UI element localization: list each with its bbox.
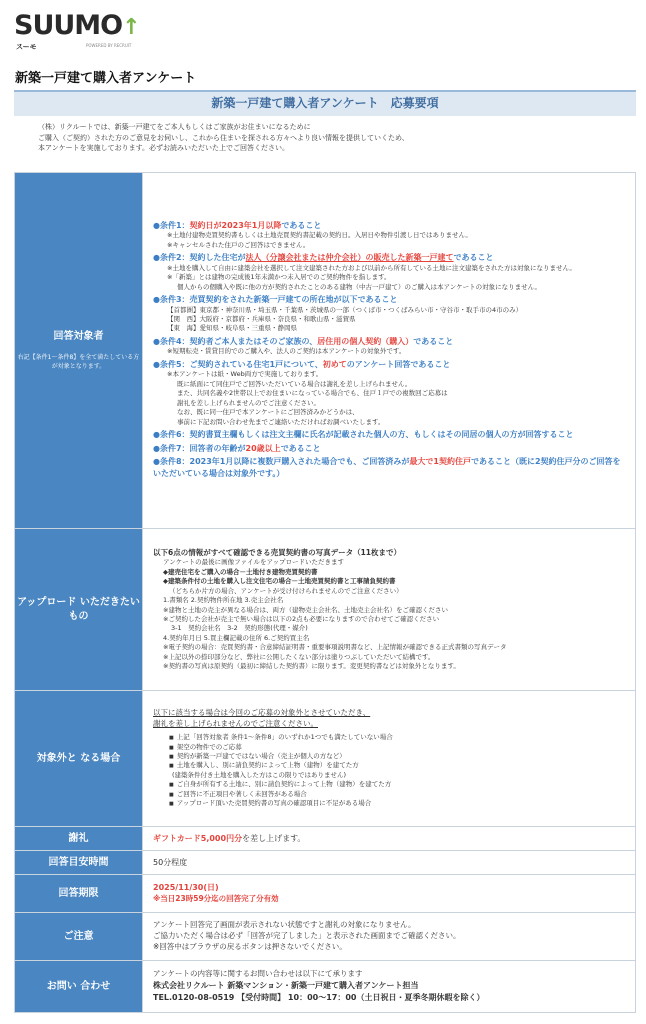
- cond-head: ●条件2：契約した住宅が: [153, 253, 246, 263]
- deadline-content: [143, 875, 636, 913]
- contact-content: [143, 961, 636, 1013]
- cond-tail: であること（既に2契約住戸分のご回答をいただいている場合は対象外です。）: [153, 457, 621, 478]
- logo-katakana: スーモ: [16, 43, 37, 51]
- upload-line: ※ご契約した会社が売主で無い場合は以下の2点も必要になりますので合わせてご確認ください: [163, 614, 440, 623]
- upload-head: 以下6点の情報がすべて確認できる売買契約書の写真データ（11枚まで）: [153, 547, 402, 557]
- area-line: 【関 西】大阪府・京都府・兵庫県・奈良県・和歌山県・滋賀県: [167, 314, 356, 323]
- cond-head: ●条件4：契約者ご本人またはそのご家族の、: [153, 336, 318, 346]
- caution-line: ご協力いただく場合は必ず「回答が完了しました」と表示された画面までご確認ください。: [153, 931, 461, 941]
- intro-text: [14, 116, 636, 172]
- condition-5: [153, 359, 627, 427]
- cond-head: ●条件7：回答者の年齢が: [153, 443, 246, 453]
- cond-note: ※土地付建物売買契約書もしくは土地売買契約書記載の契約日。入居日や物件引渡し日ではありません。: [167, 231, 472, 240]
- upload-line: 4.契約年月日 5.買主欄記載の住所 6.ご契約買主名: [163, 633, 310, 642]
- cond-head: ●条件3：売買契約をされた新築一戸建ての所在地が以下であること: [153, 294, 398, 304]
- condition-3: [153, 294, 627, 334]
- cond-emph: 契約日が2023年1月以降: [189, 220, 282, 230]
- list-item: ■ 土地を購入し、別に請負契約によって上物（建物）を建てた方: [169, 761, 627, 770]
- cond-note: 既に紙面にて同住戸でご回答いただいている場合は謝礼を差し上げられません。: [177, 379, 412, 388]
- list-item: ■ アップロード頂いた売買契約書の写真の確認項目に不足がある場合: [169, 799, 627, 808]
- cond-note: ※キャンセルされた住戸のご回答はできません。: [167, 240, 310, 249]
- cond-head: ●条件8：2023年1月以降に複数戸購入された場合でも、ご回答済みが: [153, 457, 410, 467]
- label-reward: 謝礼: [15, 827, 143, 851]
- cond-tail: のアンケート回答であること: [346, 359, 451, 369]
- list-item: ■ ご回答に不正項目や著しく未回答がある場合: [169, 790, 627, 799]
- list-item: (建築条件付き土地を購入した方はこの限りではありません): [172, 770, 347, 779]
- row-reward: [15, 827, 636, 851]
- cond-tail: であること: [413, 336, 454, 346]
- row-upload: [15, 529, 636, 691]
- cond-note: なお、既に同一住戸で本アンケートにご回答済みかどうかは、: [177, 408, 359, 417]
- deadline-note: ※当日23時59分迄の回答完了分有効: [153, 893, 279, 903]
- cond-note: ※土地を購入して自由に建築会社を選択して注文建築された方および以前から所有している土地に注文建築をされた方は対象になりません。: [167, 263, 576, 272]
- reward-tail: を差し上げます。: [242, 833, 306, 843]
- upload-line: 3-1 契約会社名 3-2 契約形態(代理・媒介): [171, 624, 308, 633]
- area-line: 【首都圏】東京都・神奈川県・埼玉県・千葉県・茨城県の一部（つくば市・つくばみらい市・守谷市・取手市の4市のみ）: [167, 305, 523, 314]
- requirements-table: [14, 172, 636, 1013]
- intro-line: （株）リクルートでは、新築一戸建てをご本人もしくはご家族がお住まいになるために: [38, 123, 311, 131]
- intro-line: ご購入（ご契約）された方のご意見をお伺いし、これから住まいを探される方々へより良い情報を提供していくため、: [38, 133, 409, 142]
- banner-title: 新築一戸建て購入者アンケート 応募要項: [211, 96, 439, 111]
- upload-line: ※契約書の写真は原契約（最初に締結した契約書）に限ります。変更契約書などは対象外となります。: [163, 662, 460, 671]
- upload-line: ◆建売住宅をご購入の場合－土地付き建物売買契約書: [163, 567, 318, 576]
- intro-line: 本アンケートを実施しております。必ずお読みいただいた上でご回答ください。: [38, 144, 290, 152]
- row-target: [15, 173, 636, 529]
- cond-note: 事前に下記お問い合わせ先までご連絡いただければお調べいたします。: [177, 417, 385, 426]
- upload-line: ◆建築条件付の土地を購入し注文住宅の場合－土地売買契約書と工事請負契約書: [163, 577, 396, 586]
- row-contact: [15, 961, 636, 1013]
- label-contact: お問い 合わせ: [15, 961, 143, 1013]
- area-line: 【東 海】愛知県・岐阜県・三重県・静岡県: [167, 324, 297, 333]
- page-title: 新築一戸建て購入者アンケート: [15, 71, 197, 86]
- row-exclude: [15, 691, 636, 827]
- contact-phone[interactable]: TEL.0120-08-0519 【受付時間】 10：00～17：00（土日祝日・夏季冬期休暇を除く）: [153, 992, 485, 1002]
- section-banner: [14, 90, 636, 116]
- upload-line: （どちらか片方の場合、アンケートが受け付けられませんのでご注意ください）: [169, 586, 403, 595]
- cond-emph: 法人（分譲会社または仲介会社）の販売した新築一戸建て: [245, 253, 454, 263]
- condition-6: [153, 429, 627, 441]
- upload-line: アンケートの最後に画像ファイルをアップロードいただきます: [163, 558, 345, 567]
- caution-line: アンケート回答完了画面が表示されない状態ですと謝礼の対象になりません。: [153, 920, 416, 930]
- row-caution: [15, 913, 636, 961]
- row-duration: [15, 851, 636, 875]
- exclude-head: 謝礼を差し上げられませんのでご注意ください。: [153, 719, 318, 729]
- condition-1: [153, 220, 627, 250]
- contact-line: 株式会社リクルート 新築マンション・新築一戸建て購入者アンケート担当: [153, 981, 419, 991]
- cond-note: また、共同名義や2世帯以上でお住まいになっている場合でも、住戸１戸での複数回ご応募は: [177, 389, 448, 398]
- logo-powered-by: POWERED BY RECRUIT: [86, 43, 132, 48]
- caution-content: [143, 913, 636, 961]
- upload-line: ※電子契約の場合：売買契約書・合意締結証明書・重要事項説明書など、上記情報が確認できる正式書類の写真データ: [163, 643, 507, 652]
- cond-emph: 20歳以上: [245, 443, 281, 453]
- label-note: 右記【条件1～条件8】を全て満たしている方が対象となります。: [17, 354, 140, 371]
- list-item: ■ 架空の物件でのご応募: [169, 743, 627, 752]
- cond-note: ※本アンケートは紙・Web両方で実施しております。: [167, 370, 323, 379]
- cond-tail: であること: [453, 253, 494, 263]
- cond-note: ※「新築」とは建物の完成後1年未満かつ未入居でのご契約物件を指します。: [167, 273, 391, 282]
- exclude-list: [153, 733, 627, 808]
- label-text: 回答対象者: [53, 330, 104, 342]
- exclude-content: [143, 691, 636, 827]
- exclude-head: 以下に該当する場合は今回のご応募の対象外とさせていただき、: [153, 708, 371, 718]
- duration-value: 50分程度: [143, 851, 636, 875]
- cond-note: ※短期転売・賃貸目的でのご購入や、法人のご契約は本アンケートの対象外です。: [167, 347, 406, 356]
- label-upload: アップロード いただきたいもの: [15, 529, 143, 691]
- upload-content: [143, 529, 636, 691]
- cond-tail: であること: [280, 443, 321, 453]
- logo-wordmark: SUUMO↑: [14, 10, 140, 41]
- cond-head: ●条件6：契約書買主欄もしくは注文主欄に氏名が記載された個人の方、もしくはその同居の個人の方が回答すること: [153, 429, 574, 439]
- reward-content: [143, 827, 636, 851]
- condition-2: [153, 252, 627, 292]
- target-conditions: [143, 173, 636, 529]
- contact-line: アンケートの内容等に関するお問い合わせは以下にて承ります: [153, 969, 363, 979]
- cond-emph: 初めて: [322, 359, 347, 369]
- deadline-date: 2025/11/30(日): [153, 883, 219, 893]
- list-item: ■ 契約が新築一戸建てではない場合（売主が個人の方など）: [169, 752, 627, 761]
- suumo-logo[interactable]: [14, 10, 140, 54]
- list-item: ■ ご自身が所有する土地に、別に請負契約によって上物（建物）を建てた方: [169, 780, 627, 789]
- list-item: ■ 上記「回答対象者 条件1～条件8」のいずれか1つでも満たしていない場合: [169, 733, 627, 742]
- label-deadline: 回答期限: [15, 875, 143, 913]
- upload-line: 1.書類名 2.契約物件所在地 3.売主会社名: [163, 596, 284, 605]
- cond-head: ●条件1：: [153, 220, 190, 230]
- cond-note: 個人からの個購入や既に他の方が契約されたことのある建物（中古一戸建て）のご購入は本アンケートの対象になりません。: [177, 282, 541, 291]
- arrow-up-icon: ↑: [122, 15, 140, 40]
- cond-emph: 最大で1契約住戸: [409, 457, 471, 467]
- condition-4: [153, 336, 627, 357]
- cond-tail: であること: [281, 220, 322, 230]
- cond-note: 謝礼を差し上げられませんのでご注意ください。: [177, 398, 320, 407]
- condition-8: [153, 456, 627, 479]
- label-duration: 回答目安時間: [15, 851, 143, 875]
- upload-line: ※上記以外の捺印部分など、弊社に公開したくない部分は塗りつぶしていただいて結構です。: [163, 652, 435, 661]
- cond-emph: 居住用の個人契約（購入）: [317, 336, 414, 346]
- row-deadline: [15, 875, 636, 913]
- label-exclude: 対象外と なる場合: [15, 691, 143, 827]
- caution-line: ※回答中はブラウザの戻るボタンは押さないでください。: [153, 941, 347, 951]
- main-content: [14, 90, 636, 1013]
- cond-head: ●条件5：ご契約されている住宅1戸について、: [153, 359, 323, 369]
- upload-line: ※建物と土地の売主が異なる場合は、両方（建物売主会社名、土地売主会社名）をご確認ください: [163, 605, 448, 614]
- label-target: [15, 173, 143, 529]
- condition-7: [153, 443, 627, 455]
- label-caution: ご注意: [15, 913, 143, 961]
- reward-amount: ギフトカード5,000円分: [153, 833, 243, 843]
